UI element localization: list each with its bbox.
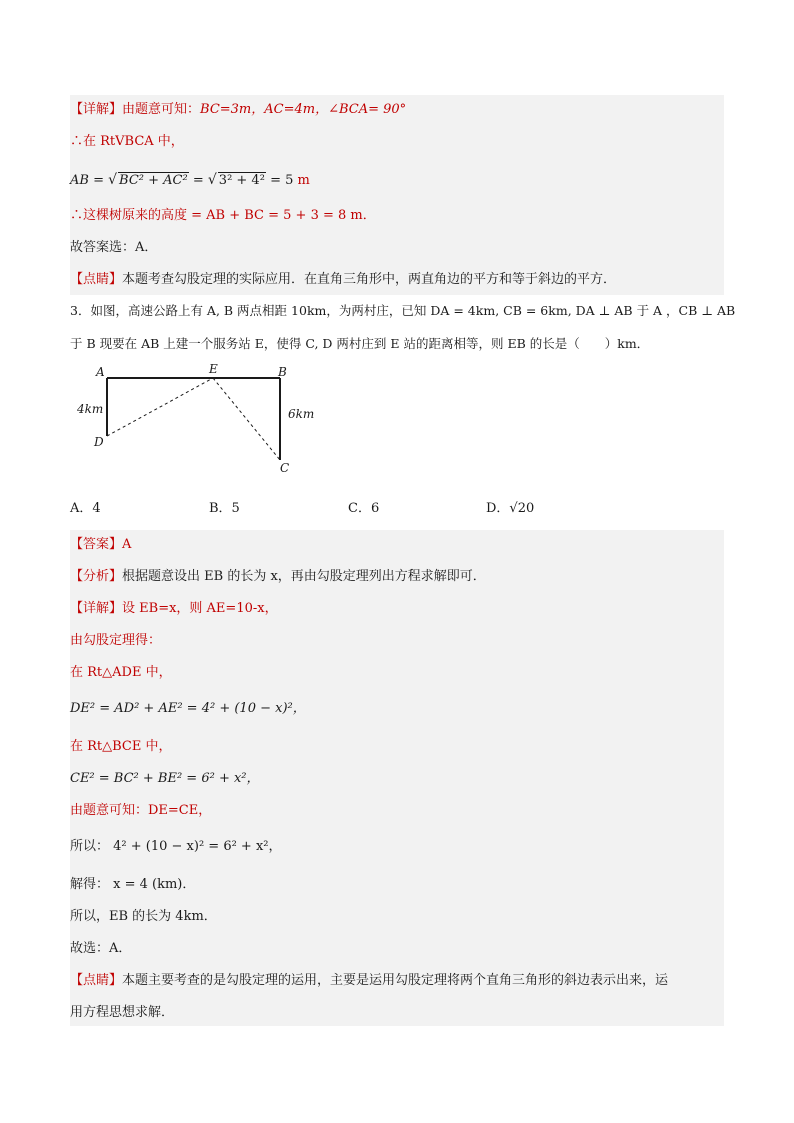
step-2-formula: [70, 171, 724, 190]
solution-line-9: 所以，EB 的长为 4km．: [70, 909, 217, 924]
detail-tag: 【详解】: [70, 102, 123, 117]
solution-line-6: 由题意可知：DE=CE，: [70, 803, 212, 818]
solution-line-5: CE² = BC² + BE² = 6² + x²，: [70, 771, 260, 786]
formula-unit: m: [297, 173, 310, 188]
geometry-diagram: [70, 360, 330, 480]
detail-condition: BC=3m，AC=4m，∠BCA= 90°: [200, 102, 407, 117]
option-b: B．5: [209, 501, 240, 516]
review-tag: 【点睛】: [70, 973, 123, 988]
solution-line-1: 由勾股定理得：: [70, 633, 162, 648]
analysis-line: [70, 568, 724, 586]
review-text-1: 本题主要考查的是勾股定理的运用，主要是运用勾股定理将两个直角三角形的斜边表示出来，运: [122, 973, 669, 988]
solution-line-10: 故选：A．: [70, 941, 132, 956]
review-line: [70, 271, 724, 289]
label-b: B: [278, 365, 287, 379]
detail-tag: 【详解】: [70, 601, 123, 616]
review-line-2: 用方程思想求解．: [70, 1005, 175, 1020]
answer-value: A: [122, 537, 132, 552]
radicand-2: 3² + 4²: [218, 173, 265, 188]
label-a: A: [96, 365, 105, 379]
step-1: ∴在 RtVBCA 中，: [70, 134, 184, 149]
solution-line-3: DE² = AD² + AE² = 4² + (10 − x)²，: [70, 701, 306, 716]
review-tag: 【点睛】: [70, 272, 123, 287]
detail-text: 设 EB=x，则 AE=10-x，: [122, 601, 278, 616]
analysis-tag: 【分析】: [70, 569, 123, 584]
length-label-cb: 6km: [288, 407, 315, 421]
option-c: C．6: [348, 501, 380, 516]
answer-line: 故答案选：A．: [70, 240, 158, 255]
detail-line: [70, 600, 724, 618]
label-d: D: [94, 435, 104, 449]
solution-line-7: 所以： 4² + (10 − x)² = 6² + x²，: [70, 839, 282, 854]
radicand-1: BC² + AC²: [119, 173, 188, 188]
detail-text: 由题意可知：: [122, 102, 201, 117]
solution-line-8: 解得： x = 4 (km)．: [70, 877, 196, 892]
answer-tag: 【答案】: [70, 537, 123, 552]
solution-line-2: 在 Rt△ADE 中，: [70, 665, 172, 680]
option-a: A．4: [70, 501, 101, 516]
review-line-1: [70, 972, 724, 990]
option-d: D．√20: [486, 501, 535, 516]
analysis-text: 根据题意设出 EB 的长为 x，再由勾股定理列出方程求解即可．: [122, 569, 486, 584]
question-line-2: 于 B 现要在 AB 上建一个服务站 E，使得 C, D 两村庄到 E 站的距离相等，则 EB 的长是（ ）km．: [70, 336, 650, 351]
formula-eq: =: [192, 173, 204, 188]
sqrt-sign-2: √: [207, 172, 217, 188]
formula-result: = 5: [270, 173, 294, 188]
segment-ec-dashed: [213, 378, 280, 460]
question-line-1: 3．如图，高速公路上有 A, B 两点相距 10km，为两村庄，已知 DA = 4km, CB = 6km, DA ⊥ AB 于 A ，CB ⊥ AB: [70, 303, 736, 318]
review-text: 本题考查勾股定理的实际应用．在直角三角形中，两直角边的平方和等于斜边的平方．: [122, 272, 617, 287]
solution-block-1: [70, 95, 724, 295]
answer-line: [70, 536, 724, 554]
solution-line-4: 在 Rt△BCE 中，: [70, 739, 172, 754]
label-c: C: [280, 461, 290, 475]
formula-lhs: AB =: [70, 173, 104, 188]
sqrt-sign-1: √: [108, 172, 118, 188]
solution-block-2: [70, 530, 724, 1026]
step-3: ∴这棵树原来的高度 = AB + BC = 5 + 3 = 8 m．: [70, 208, 376, 223]
length-label-da: 4km: [77, 402, 104, 416]
label-e: E: [209, 362, 218, 376]
segment-de-dashed: [107, 378, 213, 436]
detail-line: [70, 101, 724, 119]
